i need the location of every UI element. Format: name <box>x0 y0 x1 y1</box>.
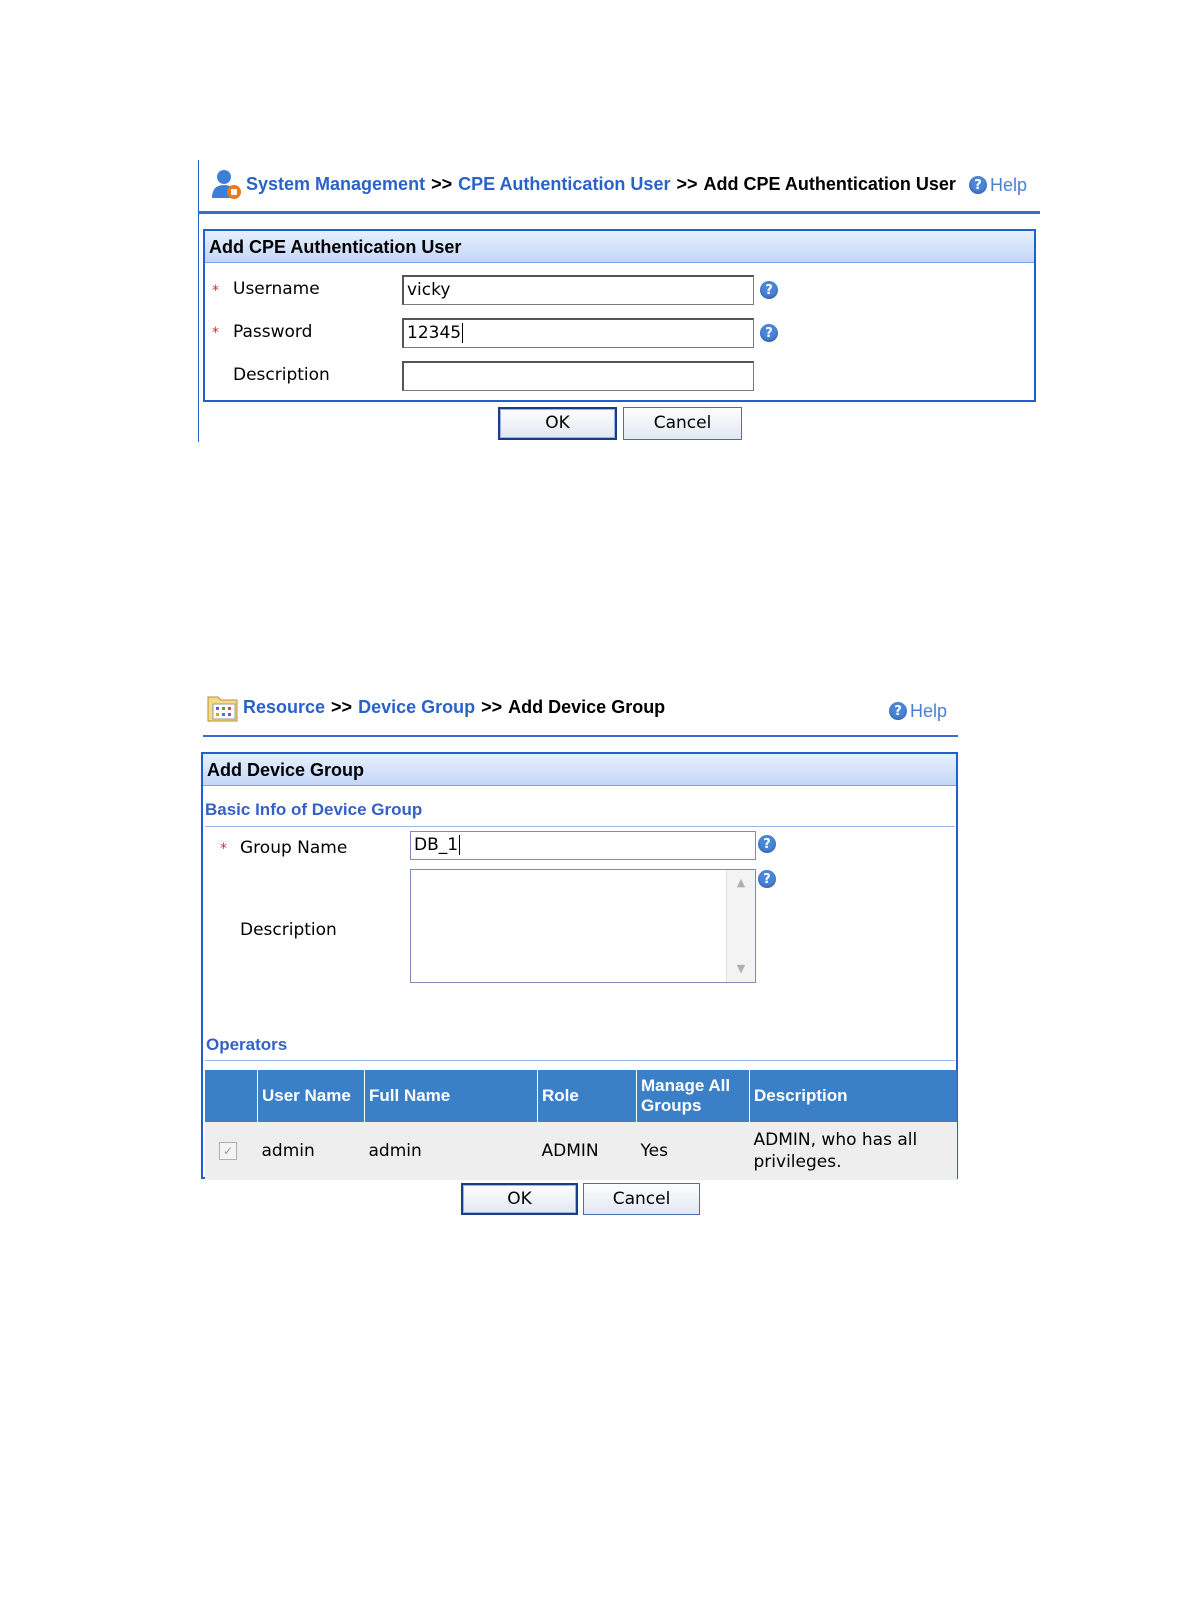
user-name-cell: admin <box>258 1122 365 1180</box>
help-icon: ? <box>889 702 907 720</box>
description-textarea[interactable] <box>410 869 756 983</box>
text-cursor <box>462 323 463 343</box>
help-label: Help <box>990 174 1028 195</box>
operators-section-title: Operators <box>206 1035 288 1054</box>
text-cursor <box>459 835 460 855</box>
ok-button[interactable]: OK <box>461 1183 578 1215</box>
required-marker: * <box>220 841 227 857</box>
description-help-icon[interactable]: ? <box>758 870 776 888</box>
help-link[interactable] <box>889 699 947 723</box>
breadcrumb-separator: >> <box>676 173 698 194</box>
cancel-button[interactable]: Cancel <box>583 1183 700 1215</box>
description-label: Description <box>240 920 337 940</box>
description-cell: ADMIN, who has all privileges. <box>750 1122 958 1180</box>
table-row <box>205 1122 957 1180</box>
table-header-row <box>205 1070 957 1122</box>
group-name-help-icon[interactable]: ? <box>758 835 776 853</box>
group-name-label: Group Name <box>240 838 348 858</box>
username-help-icon[interactable]: ? <box>760 281 778 299</box>
panel-title: Add Device Group <box>203 754 956 786</box>
password-input[interactable] <box>402 318 754 348</box>
row-select-cell <box>205 1122 258 1180</box>
folder-grid-icon <box>206 690 240 724</box>
required-marker: * <box>212 325 219 341</box>
section-divider <box>205 1060 955 1061</box>
basic-info-section-title: Basic Info of Device Group <box>205 800 423 819</box>
username-label: Username <box>233 279 320 299</box>
help-label: Help <box>910 700 948 721</box>
group-name-value: DB_1 <box>414 835 459 855</box>
breadcrumb-device-group[interactable]: Device Group <box>358 696 476 717</box>
operators-table <box>205 1070 957 1180</box>
username-value: vicky <box>407 280 451 300</box>
breadcrumb-resource[interactable]: Resource <box>243 696 326 717</box>
password-help-icon[interactable]: ? <box>760 324 778 342</box>
username-input[interactable] <box>402 275 754 305</box>
breadcrumb-separator: >> <box>481 696 503 717</box>
column-header-manage-all-groups[interactable]: Manage All Groups <box>637 1070 750 1122</box>
column-header-full-name[interactable]: Full Name <box>365 1070 538 1122</box>
panel-title: Add CPE Authentication User <box>205 231 1034 263</box>
breadcrumb-separator: >> <box>431 173 453 194</box>
breadcrumb-cpe-authentication-user[interactable]: CPE Authentication User <box>458 173 671 194</box>
manage-all-groups-cell: Yes <box>637 1122 750 1180</box>
header-divider <box>203 735 958 737</box>
user-management-icon <box>210 168 242 200</box>
ok-button[interactable]: OK <box>498 407 617 440</box>
password-value: 12345 <box>407 323 462 343</box>
full-name-cell: admin <box>365 1122 538 1180</box>
column-header-role[interactable]: Role <box>538 1070 637 1122</box>
required-marker: * <box>212 283 219 299</box>
help-icon: ? <box>969 176 987 194</box>
select-column-header <box>205 1070 258 1122</box>
scroll-down-arrow-icon[interactable]: ▼ <box>736 962 746 975</box>
page-title: Add Device Group <box>508 696 666 717</box>
section-divider <box>205 826 955 827</box>
breadcrumb-system-management[interactable]: System Management <box>246 173 426 194</box>
column-header-description[interactable]: Description <box>750 1070 958 1122</box>
breadcrumb <box>210 168 956 200</box>
page-title: Add CPE Authentication User <box>703 173 956 194</box>
help-link[interactable] <box>969 173 1027 197</box>
cancel-button[interactable]: Cancel <box>623 407 742 440</box>
scroll-up-arrow-icon[interactable]: ▲ <box>736 876 746 889</box>
breadcrumb-separator: >> <box>331 696 353 717</box>
description-input[interactable] <box>402 361 754 391</box>
column-header-user-name[interactable]: User Name <box>258 1070 365 1122</box>
password-label: Password <box>233 322 313 342</box>
header-divider <box>198 211 1040 214</box>
textarea-scrollbar[interactable] <box>726 870 755 982</box>
description-label: Description <box>233 365 330 385</box>
breadcrumb <box>206 690 665 724</box>
role-cell: ADMIN <box>538 1122 637 1180</box>
frame-left-border <box>198 160 199 442</box>
row-checkbox[interactable]: ✓ <box>219 1142 237 1160</box>
group-name-input[interactable] <box>410 831 756 860</box>
